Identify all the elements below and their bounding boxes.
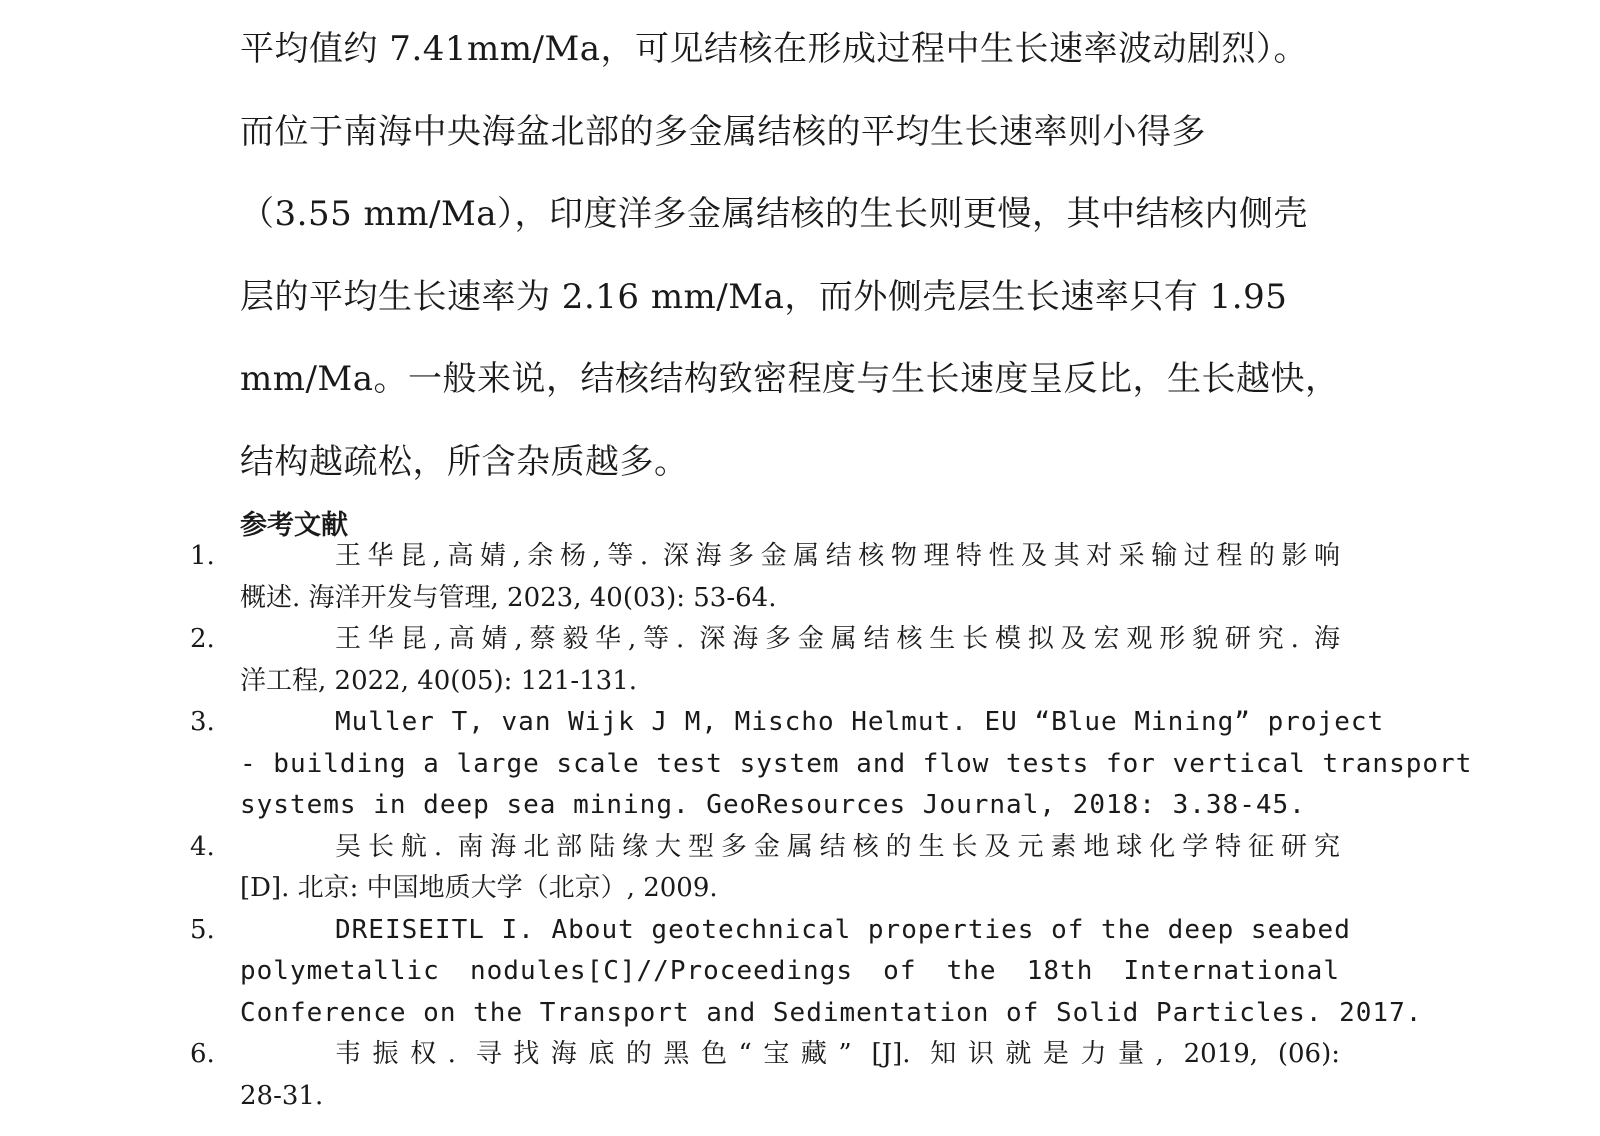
reference-item-4 [190,827,1340,869]
reference-item-3-cont [190,744,1473,786]
reference-number: 6. [190,1039,215,1069]
reference-text-line: 概述. 海洋开发与管理, 2023, 40(03): 53-64. [240,582,777,613]
reference-item-6-cont [190,1076,1340,1118]
reference-item-2 [190,619,1340,661]
reference-text-line: 王华昆,高婧,余杨,等. 深海多金属结核物理特性及其对采输过程的影响 [335,541,1340,571]
reference-item-3 [190,702,1385,744]
reference-text-line: Conference on the Transport and Sedimentation of Solid Particles. 2017. [240,997,1423,1028]
reference-list [190,536,1473,1117]
reference-item-5-cont [190,993,1423,1035]
body-line: 层的平均生长速率为 2.16 mm/Ma，而外侧壳层生长速率只有 1.95 [240,276,1288,317]
reference-number: 3. [190,707,215,737]
reference-text-line: 韦振权. 寻找海底的黑色“宝藏” [J]. 知识就是力量, 2019, (06): [335,1039,1340,1069]
reference-item-1-cont [190,578,1340,620]
reference-text-line: Muller T, van Wijk J M, Mischo Helmut. EU “Blue Mining” project [335,707,1385,737]
references-heading: 参考文献 [240,510,348,541]
reference-item-2-cont [190,661,1340,703]
reference-text-line: polymetallic nodules[C]//Proceedings of the 18th International [240,956,1340,986]
body-line: mm/Ma。一般来说，结核结构致密程度与生长速度呈反比，生长越快， [240,359,1340,399]
reference-text-line: [D]. 北京: 中国地质大学（北京）, 2009. [240,873,718,903]
reference-number: 5. [190,914,215,945]
reference-item-5 [190,910,1351,952]
body-line: 而位于南海中央海盆北部的多金属结核的平均生长速率则小得多 [240,111,1206,152]
reference-text-line: - building a large scale test system and flow tests for vertical transport [240,748,1473,779]
body-line: 结构越疏松，所含杂质越多。 [240,441,689,482]
reference-text-line: 吴长航. 南海北部陆缘大型多金属结核的生长及元素地球化学特征研究 [335,831,1340,862]
reference-text-line: 洋工程, 2022, 40(05): 121-131. [240,665,638,696]
reference-text-line: DREISEITL I. About geotechnical properties of the deep seabed [335,914,1351,945]
reference-text-line: 28-31. [240,1080,324,1111]
body-line: 平均值约 7.41mm/Ma，可见结核在形成过程中生长速率波动剧烈）。 [240,29,1309,69]
reference-number: 4. [190,831,215,862]
body-line: （3.55 mm/Ma），印度洋多金属结核的生长则更慢，其中结核内侧壳 [240,194,1309,234]
reference-item-3-cont [190,785,1340,827]
body-paragraph [240,8,1350,503]
reference-item-5-cont [190,951,1340,993]
reference-number: 1. [190,541,215,571]
reference-text-line: systems in deep sea mining. GeoResources Journal, 2018: 3.38-45. [240,790,1306,820]
reference-text-line: 王华昆,高婧,蔡毅华,等. 深海多金属结核生长模拟及宏观形貌研究. 海 [335,624,1340,654]
reference-number: 2. [190,624,215,654]
reference-item-1 [190,536,1340,578]
reference-item-4-cont [190,868,1340,910]
reference-item-6 [190,1034,1340,1076]
